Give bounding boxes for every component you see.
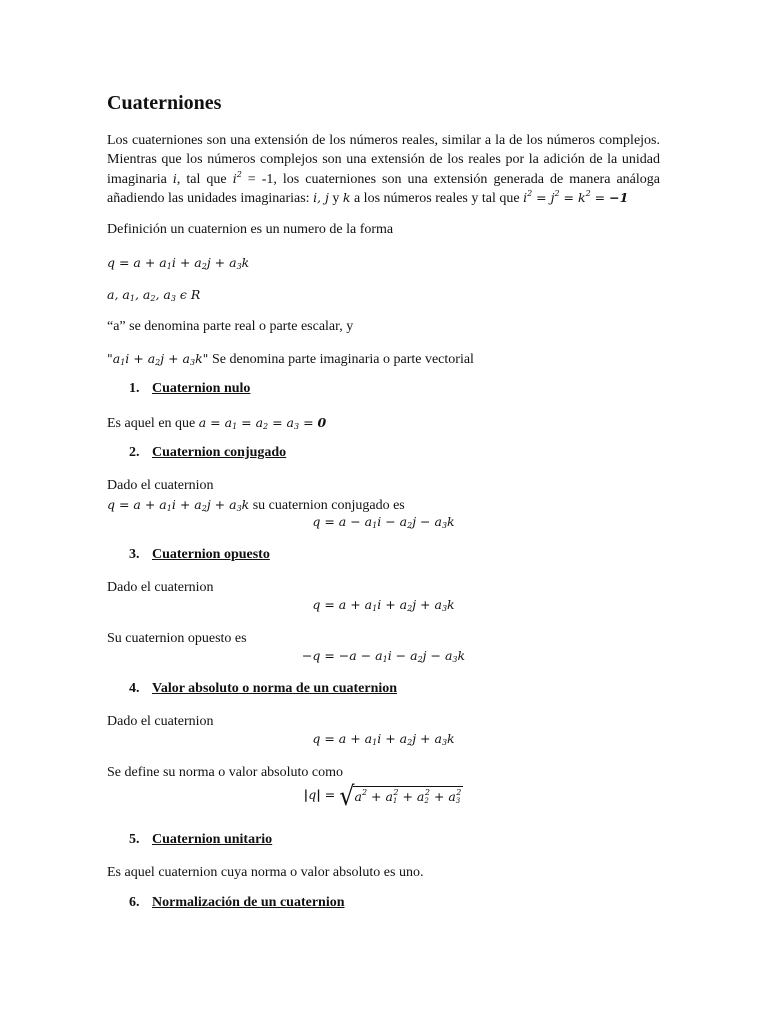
section-number: 3. (129, 547, 140, 562)
math-var: k (342, 190, 351, 205)
intro-text: = -1, los cuaterniones son una extensión generada de manera análoga (241, 172, 660, 187)
dado-text: Dado el cuaternion (107, 714, 214, 729)
intro-text: imaginaria (107, 172, 173, 187)
section-title: Normalización de un cuaternion (152, 895, 345, 910)
section-heading-6 (129, 895, 345, 911)
section-number: 1. (129, 381, 140, 396)
section-heading-1 (129, 381, 250, 397)
imag-part-label: Se denomina parte imaginaria o parte vectorial (208, 352, 474, 367)
formula-q: $q = a + a_1i + a_2j + a_3k$ (107, 255, 250, 271)
math-var: i (172, 171, 177, 186)
section-title: Cuaternion conjugado (152, 445, 287, 460)
intro-text: a los números reales y tal que (350, 191, 524, 206)
section-title: Valor absoluto o norma de un cuaternion (152, 681, 398, 696)
section-title: Cuaternion opuesto (152, 547, 270, 562)
opuesto-equation: $-q = -a - a_1i - a_2j - a_3k$ (301, 648, 466, 664)
definition-text: Definición un cuaternion es un numero de la forma (107, 222, 394, 237)
section-number: 5. (129, 832, 140, 847)
section-number: 6. (129, 895, 140, 910)
conj-label: su cuaternion conjugado es (249, 498, 405, 513)
formula-domain: a, $a_1$, $a_2$, $a_3$ ϵ R (107, 287, 201, 303)
unitario-text: Es aquel cuaternion cuya norma o valor absoluto es uno. (107, 865, 424, 880)
section-number: 2. (129, 445, 140, 460)
section-heading-5 (129, 832, 272, 848)
opuesto-q: $q = a + a_1i + a_2j + a_3k$ (312, 597, 455, 613)
section-heading-3 (129, 547, 270, 563)
intro-line-1: Los cuaterniones son una extensión de los números reales, similar a la de los números complejos. (107, 133, 660, 148)
intro-line-2: Mientras que los números complejos son una extensión de los reales por la adición de la unidad (107, 152, 660, 167)
section-heading-4 (129, 681, 397, 697)
intro-line-3 (107, 169, 660, 188)
sqrt-symbol: $√a^2 + a_1^2 + a_2^2 + a_3^2$ (339, 780, 462, 812)
intro-paragraph (107, 131, 660, 207)
intro-line-4 (107, 188, 660, 207)
math-identity: $i^2 = j^2 = k^2 = -1$ (523, 189, 629, 205)
section-heading-2 (129, 445, 286, 461)
math-vars: i, j (313, 190, 329, 205)
norma-equation: $|q| = √a^2 + a_1^2 + a_2^2 + a_3^2$ (303, 780, 462, 812)
dado-text: Dado el cuaternion (107, 580, 214, 595)
section-number: 4. (129, 681, 140, 696)
opuesto-text: Su cuaternion opuesto es (107, 631, 247, 646)
intro-text: , tal que (176, 172, 233, 187)
nulo-label: Es aquel en que (107, 416, 199, 431)
real-part-text: “a” se denomina parte real o parte escalar, y (107, 319, 354, 334)
conj-equation: $q = a - a_1i - a_2j - a_3k$ (312, 514, 455, 530)
math-i-squared: $i^2$ (232, 170, 242, 186)
section-title: Cuaternion nulo (152, 381, 251, 396)
imag-part-text: "$a_1i + a_2j + a_3k$" Se denomina parte imaginaria o parte vectorial (107, 351, 474, 367)
page-title: Cuaterniones (107, 92, 222, 114)
section-title: Cuaternion unitario (152, 832, 273, 847)
norma-text: Se define su norma o valor absoluto como (107, 765, 344, 780)
nulo-text: Es aquel en que $a = a_1 = a_2 = a_3 = 0$ (107, 415, 327, 431)
intro-text: añadiendo las unidades imaginarias: (107, 191, 314, 206)
conj-formula-line: $q = a + a_1i + a_2j + a_3k$ su cuaternion conjugado es (107, 497, 405, 513)
norma-q: $q = a + a_1i + a_2j + a_3k$ (312, 731, 455, 747)
intro-text: y (328, 191, 343, 206)
dado-text: Dado el cuaternion (107, 478, 214, 493)
